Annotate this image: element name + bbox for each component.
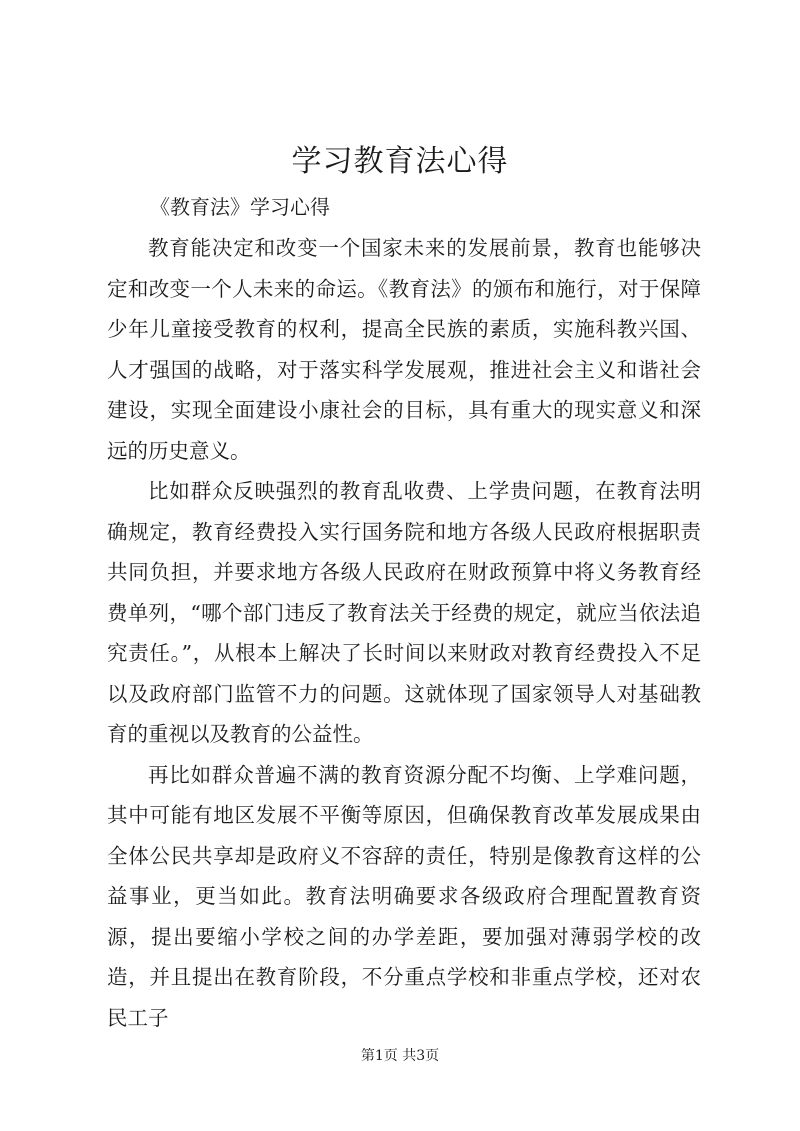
paragraph-2: 比如群众反映强烈的教育乱收费、上学贵问题，在教育法明确规定，教育经费投入实行国务院和地方各级人民政府根据职责共同负担，并要求地方各级人民政府在财政预算中将义务教育经费单列，“哪个部门违反了教育法关于经费的规定，就应当依法追究责任。”，从根本上解决了长时间以来财政对教育经费投入不足以及政府部门监管不力的问题。这就体现了国家领导人对基础教育的重视以及教育的公益性。 [107, 479, 701, 746]
document-body [107, 228, 701, 1038]
document-subtitle: 《教育法》学习心得 [150, 195, 330, 219]
paragraph-3: 再比如群众普遍不满的教育资源分配不均衡、上学难问题，其中可能有地区发展不平衡等原因，但确保教育改革发展成果由全体公民共享却是政府义不容辞的责任，特别是像教育这样的公益事业，更当如此。教育法明确要求各级政府合理配置教育资源，提出要缩小学校之间的办学差距，要加强对薄弱学校的改造，并且提出在教育阶段，不分重点学校和非重点学校，还对农民工子 [107, 762, 701, 1030]
page-footer: 第1页 共3页 [360, 1048, 440, 1064]
paragraph-1: 教育能决定和改变一个国家未来的发展前景，教育也能够决定和改变一个人未来的命运。《教育法》的颁布和施行，对于保障少年儿童接受教育的权利，提高全民族的素质，实施科教兴国、人才强国的战略，对于落实科学发展观，推进社会主义和谐社会建设，实现全面建设小康社会的目标，具有重大的现实意义和深远的历史意义。 [107, 236, 701, 463]
document-title: 学习教育法心得 [291, 144, 509, 179]
